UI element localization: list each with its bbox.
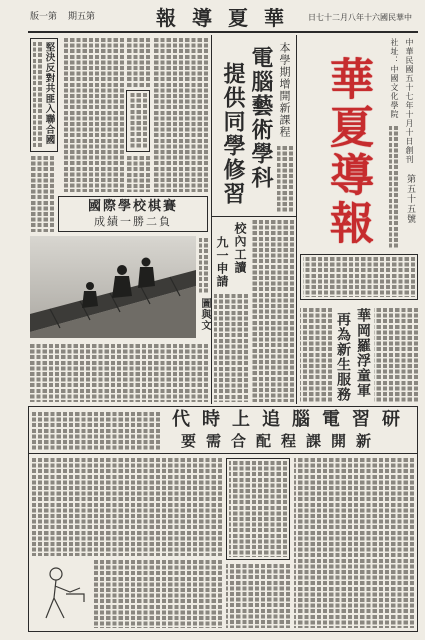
body-text-block xyxy=(300,308,332,402)
work-study-headline-2: 九一申請 xyxy=(215,236,229,288)
scout-headline-2: 再為新生服務 xyxy=(335,312,351,402)
inset-box-text xyxy=(229,461,287,557)
body-text-block xyxy=(252,220,294,402)
issue-date: 中華民國六十年八月二十七日 xyxy=(308,13,412,22)
body-text-block xyxy=(294,458,414,628)
body-text-block xyxy=(374,308,418,402)
issue-label: 第五期 xyxy=(68,12,96,22)
main-headline-1: 電腦藝術學科 xyxy=(248,46,274,190)
body-text-block xyxy=(199,238,208,294)
body-text-block xyxy=(126,156,150,192)
masthead-info-text xyxy=(389,126,398,248)
work-study-headline-1: 校內工讀 xyxy=(233,222,247,274)
slogan-text: 堅決反對共匪入聯合國 xyxy=(43,42,55,145)
body-text-block xyxy=(32,412,160,450)
address: 社址：中國文化學院 xyxy=(390,38,399,119)
body-text-block xyxy=(32,458,222,556)
inset-box-text xyxy=(129,93,147,149)
top-rule xyxy=(28,31,418,33)
staff-box-text xyxy=(303,257,415,297)
body-text-block xyxy=(30,344,208,402)
scout-headline-1: 華岡羅浮童軍 xyxy=(355,308,371,398)
column-rule xyxy=(211,35,212,404)
main-headline-2: 提供同學修習 xyxy=(220,62,246,206)
banner-rule xyxy=(28,453,418,454)
body-text-block xyxy=(30,156,54,232)
bottom-banner-1: 研習電腦追上時代 xyxy=(172,409,412,430)
body-text-block xyxy=(214,294,248,402)
competition-headline-box xyxy=(58,196,208,232)
competition-headline: 國際學校棋賽 xyxy=(87,199,178,214)
body-text-block xyxy=(62,38,124,192)
bottom-banner-2: 新開課程配合需要 xyxy=(180,432,381,450)
top-paper-name: 華夏導報 xyxy=(156,6,300,30)
page-label: 第一版 xyxy=(30,12,58,22)
body-text-block xyxy=(92,560,222,628)
column-rule xyxy=(296,35,297,404)
competition-subhead: 成績一勝二負 xyxy=(94,215,172,228)
founding-date: 中華民國五十七年十月十日創刊 xyxy=(405,38,414,164)
illustration xyxy=(36,562,88,624)
body-text-block xyxy=(277,146,293,212)
photo-caption: 圖與文 xyxy=(199,298,210,331)
news-photo xyxy=(30,236,196,338)
body-text-block xyxy=(226,564,290,628)
main-kicker: 本學期增開新課程 xyxy=(278,42,291,138)
issue-number: 第五十五號 xyxy=(405,174,415,224)
slogan-second-line xyxy=(33,42,42,148)
body-text-block xyxy=(152,38,208,192)
story-rule xyxy=(212,216,296,217)
masthead-title: 華夏導報 xyxy=(322,56,373,248)
body-text-block xyxy=(126,38,150,88)
